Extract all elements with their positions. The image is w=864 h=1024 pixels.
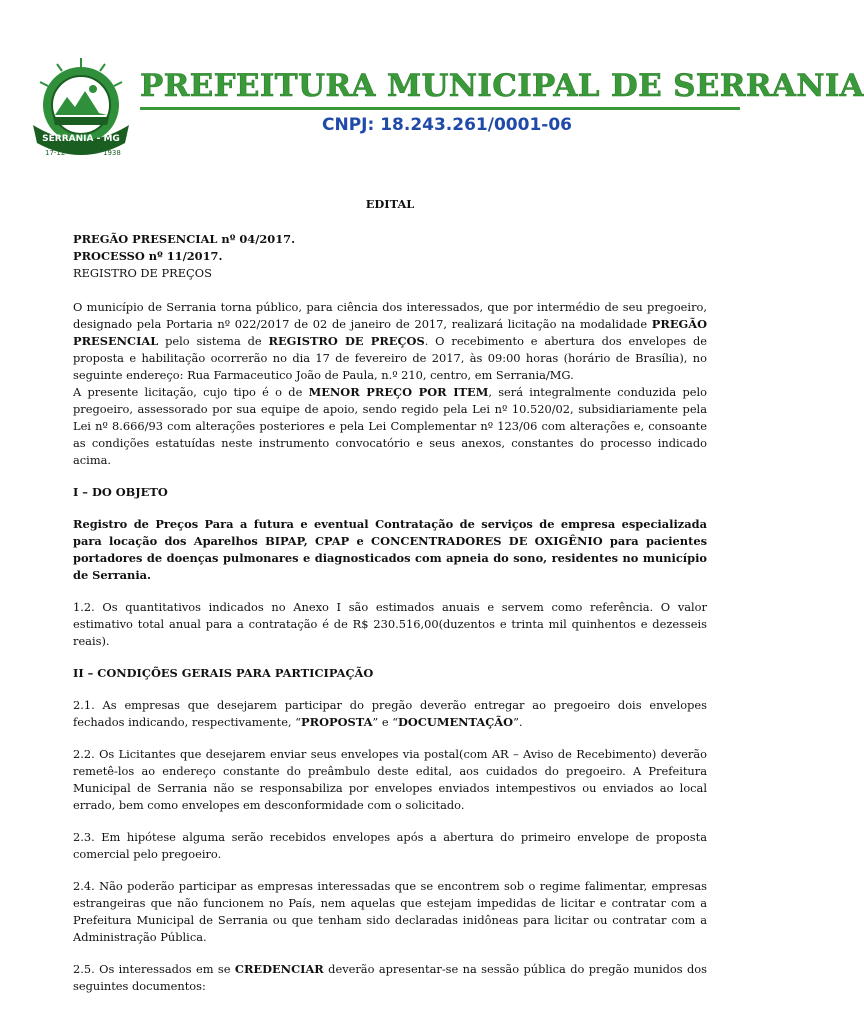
seal-date-left: 17-12 bbox=[45, 149, 66, 157]
paragraph-2-2: 2.2. Os Licitantes que desejarem enviar seus envelopes via postal(com AR – Aviso de Recebimento) deverão remetê-los ao endereço constante do preâmbulo deste edital, aos cuidados do pregoeiro. A Prefeitura Municipal de Serrania não se responsabiliza por envelopes enviados intempestivos ou enviados ao local errado, bem como envelopes em desconformidade com o solicitado. bbox=[73, 747, 707, 812]
document-body bbox=[73, 196, 707, 995]
intro-paragraph-2: A presente licitação, cujo tipo é o de MENOR PREÇO POR ITEM, será integralmente conduzida pelo pregoeiro, assessorado por sua equipe de apoio, sendo regido pela Lei nº 10.520/02, subsidiariamente pela Lei nº 8.666/93 com alterações posteriores e pela Lei Complementar nº 123/06 com alterações e, consoante as condições estatuídas neste instrumento convocatório e seus anexos, constantes do processo indicado acima. bbox=[73, 385, 707, 467]
header-line-processo: PROCESSO nº 11/2017. bbox=[73, 249, 223, 263]
paragraph-1-2: 1.2. Os quantitativos indicados no Anexo I são estimados anuais e servem como referência. O valor estimativo total anual para a contratação é de R$ 230.516,00(duzentos e trinta mil quinhentos e dezesseis reais). bbox=[73, 600, 707, 648]
seal-year-right: 1938 bbox=[103, 149, 121, 157]
object-description: Registro de Preços Para a futura e eventual Contratação de serviços de empresa especializada para locação dos Aparelhos BIPAP, CPAP e CONCENTRADORES DE OXIGÊNIO para pacientes portadores de doenças pulmonares e diagnosticados com apneia do sono, residentes no município de Serrania. bbox=[73, 517, 707, 582]
header-line-pregao: PREGÃO PRESENCIAL nº 04/2017. bbox=[73, 232, 296, 246]
paragraph-2-4: 2.4. Não poderão participar as empresas interessadas que se encontrem sob o regime falimentar, empresas estrangeiras que não funcionem no País, nem aquelas que estejam impedidas de licitar e contratar com a Prefeitura Municipal de Serrania ou que tenham sido declaradas inidôneas para licitar ou contratar com a Administração Pública. bbox=[73, 879, 707, 944]
document-title: EDITAL bbox=[365, 197, 415, 211]
section-title-objeto: I – DO OBJETO bbox=[73, 485, 168, 499]
municipal-seal-logo bbox=[27, 55, 135, 163]
paragraph-2-1: 2.1. As empresas que desejarem participar do pregão deverão entregar ao pregoeiro dois envelopes fechados indicando, respectivamente, “PROPOSTA” e “DOCUMENTAÇÃO”. bbox=[73, 698, 707, 729]
section-title-condicoes: II – CONDIÇÕES GERAIS PARA PARTICIPAÇÃO bbox=[73, 666, 374, 680]
title-divider bbox=[140, 107, 740, 110]
cnpj-number: CNPJ: 18.243.261/0001-06 bbox=[322, 115, 572, 135]
organization-name: PREFEITURA MUNICIPAL DE SERRANIA bbox=[140, 68, 864, 104]
paragraph-2-3: 2.3. Em hipótese alguma serão recebidos envelopes após a abertura do primeiro envelope de proposta comercial pelo pregoeiro. bbox=[73, 830, 707, 861]
header-line-registro: REGISTRO DE PREÇOS bbox=[73, 266, 212, 280]
seal-ribbon-text: SERRANIA - MG bbox=[42, 134, 120, 144]
intro-paragraph: O município de Serrania torna público, para ciência dos interessados, que por intermédio de seu pregoeiro, designado pela Portaria nº 022/2017 de 02 de janeiro de 2017, realizará licitação na modalidade PREGÃO PRESENCIAL pelo sistema de REGISTRO DE PREÇOS. O recebimento e abertura dos envelopes de proposta e habilitação ocorrerão no dia 17 de fevereiro de 2017, às 09:00 horas (horário de Brasília), no seguinte endereço: Rua Farmaceutico João de Paula, n.º 210, centro, em Serrania/MG. bbox=[73, 300, 708, 382]
paragraph-2-5: 2.5. Os interessados em se CREDENCIAR deverão apresentar-se na sessão pública do pregão munidos dos seguintes documentos: bbox=[73, 962, 707, 993]
